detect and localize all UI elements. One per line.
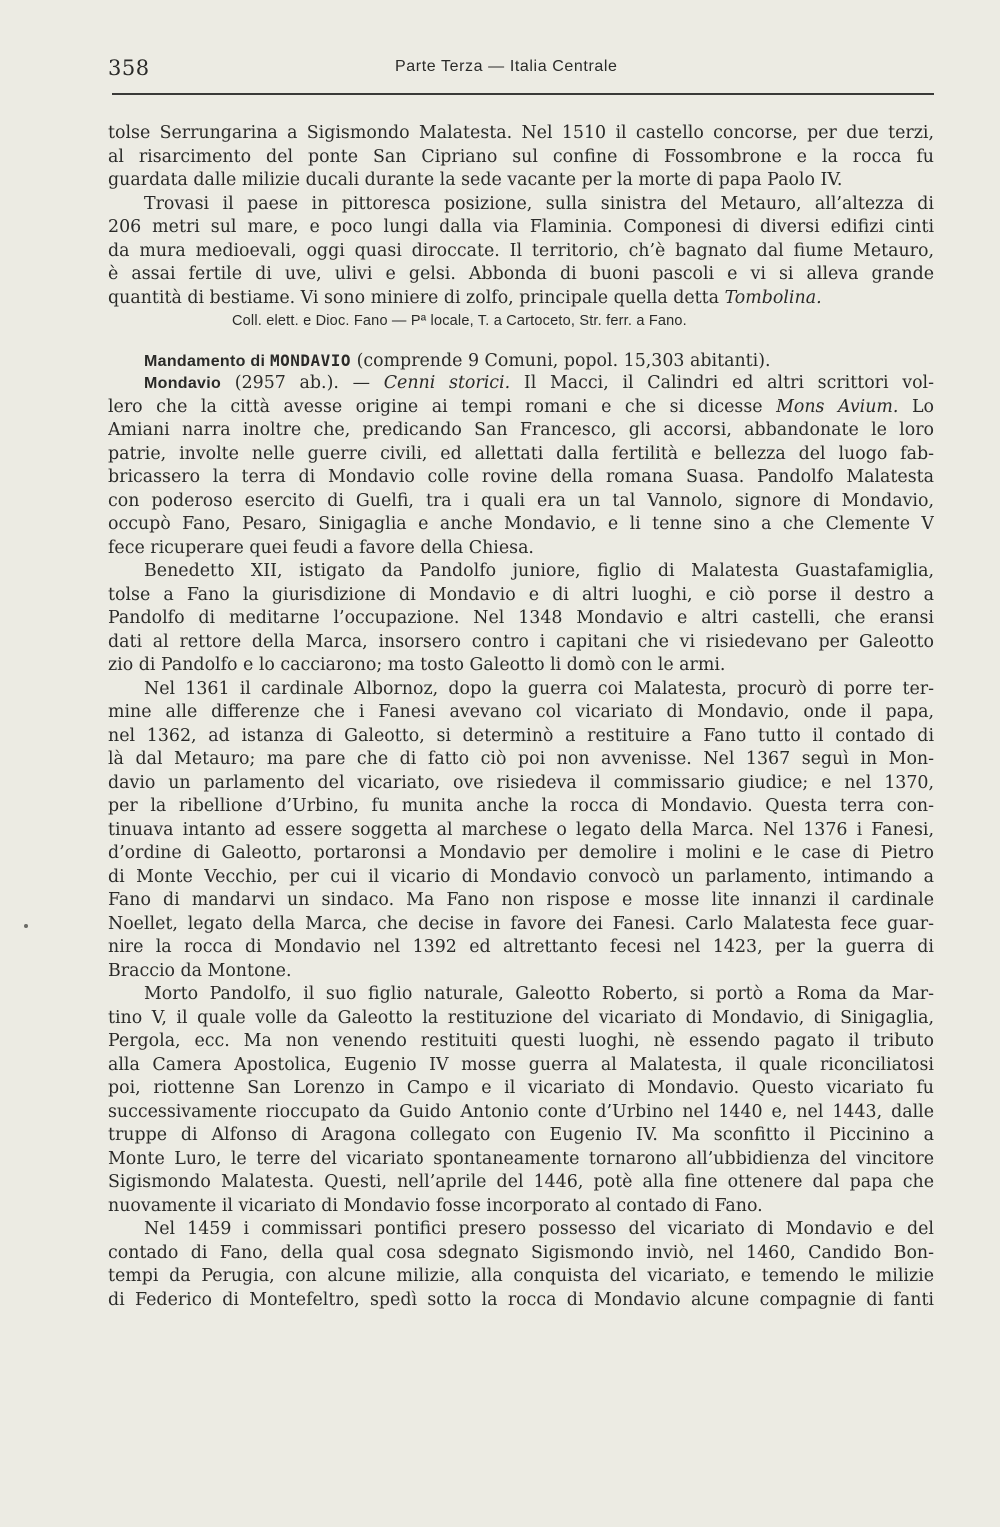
text-line: Morto Pandolfo, il suo figlio naturale, Galeotto Roberto, si portò a Roma da Mar- [144, 984, 934, 1004]
text-line: occupò Fano, Pesaro, Sinigaglia e anche Mondavio, e li tenne sino a che Clemente V [108, 514, 934, 534]
text-line: Braccio da Montone. [108, 960, 292, 981]
text-line: poi, riottenne San Lorenzo in Campo e il vicariato di Mondavio. Questo vicariato fu [108, 1078, 934, 1098]
paper-speck [24, 924, 28, 928]
text-line: Noellet, legato della Marca, che decise in favore dei Fanesi. Carlo Malatesta fece guar- [108, 913, 934, 934]
italic-term: Cenni storici. [383, 373, 511, 393]
text-line: Monte Luro, le terre del vicariato spontaneamente tornarono all’ubbidienza del vincitore [108, 1148, 934, 1169]
text-line: nel 1362, ad istanza di Galeotto, si determinò a restituire a Fano tutto il contado di [108, 725, 934, 746]
text-line: è assai fertile di uve, ulivi e gelsi. Abbonda di buoni pascoli e vi si alleva grande [108, 264, 934, 284]
text-line: successivamente rioccupato da Guido Antonio conte d’Urbino nel 1440 e, nel 1443, dalle [108, 1101, 934, 1122]
text-line: nuovamente il vicariato di Mondavio fosse incorporato al contado di Fano. [108, 1195, 763, 1216]
text-line: Trovasi il paese in pittoresca posizione, sulla sinistra del Metauro, all’altezza di [144, 193, 934, 214]
text-line [108, 287, 934, 311]
text-line: tino V, il quale volle da Galeotto la restituzione del vicariato di Mondavio, di Sinigaglia, [108, 1007, 934, 1028]
administrative-note: Coll. elett. e Dioc. Fano — Pª locale, T. a Cartoceto, Str. ferr. a Fano. [232, 313, 687, 329]
text-line [108, 396, 934, 420]
mandamento-detail: (comprende 9 Comuni, popol. 15,303 abitanti). [351, 350, 771, 371]
text-segment: quantità di bestiame. Vi sono miniere di zolfo, principale quella detta [108, 287, 725, 308]
section-gap [108, 334, 934, 349]
text-line: tinuava intanto ad essere soggetta al marchese o legato della Marca. Nel 1376 i Fanesi, [108, 819, 934, 840]
text-line: di Monte Vecchio, per cui il vicario di Mondavio convocò un parlamento, intimando a [108, 866, 934, 887]
text-line: Pandolfo di meditarne l’occupazione. Nel 1348 Mondavio e altri castelli, che eransi [108, 608, 934, 628]
italic-term: Tombolina. [724, 287, 822, 308]
text-line: davio un parlamento del vicariato, ove risiedeva il commissario giudice; e nel 1370, [108, 772, 934, 793]
text-line: tolse Serrungarina a Sigismondo Malatesta. Nel 1510 il castello concorse, per due terzi, [108, 123, 934, 143]
text-line: alla Camera Apostolica, Eugenio IV mosse guerra al Malatesta, il quale riconciliatosi [108, 1054, 934, 1075]
text-line: Amiani narra inoltre che, predicando San Francesco, gli accorsi, abbandonate le loro [108, 420, 934, 440]
text-line: Nel 1459 i commissari pontifici presero possesso del vicariato di Mondavio e del [144, 1219, 934, 1239]
mandamento-label: Mandamento di [144, 352, 270, 370]
text-line: da mura medioevali, oggi quasi diroccate. Il territorio, ch’è bagnato dal fiume Metauro, [108, 240, 934, 261]
text-line: con poderoso esercito di Guelfi, tra i quali era un tal Vannolo, signore di Mondavio, [108, 490, 934, 511]
text-segment: lero che la città avesse origine ai tempi romani e che si dicesse [108, 396, 777, 417]
text-line: patrie, involte nelle guerre civili, ed allettati dalla fertilità e bellezza del luogo fab- [108, 443, 934, 464]
text-line: là dal Metauro; ma pare che di fatto ciò poi non avvenisse. Nel 1367 seguì in Mon- [108, 749, 934, 769]
text-line: per la ribellione d’Urbino, fu munita anche la rocca di Mondavio. Questa terra con- [108, 796, 934, 816]
text-line: zio di Pandolfo e lo cacciarono; ma tosto Galeotto li domò con le armi. [108, 655, 726, 675]
text-line: guardata dalle milizie ducali durante la sede vacante per la morte di papa Paolo IV. [108, 170, 843, 190]
text-segment: Lo [898, 396, 934, 417]
town-name: Mondavio [144, 375, 222, 392]
body-text [108, 122, 934, 1312]
text-line: contado di Fano, della qual cosa sdegnato Sigismondo inviò, nel 1460, Candido Bon- [108, 1242, 934, 1263]
text-line: 206 metri sul mare, e poco lungi dalla via Flaminia. Componesi di diversi edifizi cinti [108, 217, 934, 237]
text-line: Pergola, ecc. Ma non venendo restituiti questi luoghi, nè essendo pagato il tributo [108, 1031, 934, 1051]
text-line: tempi da Perugia, con alcune milizie, alla conquista del vicariato, e temendo le milizie [108, 1266, 934, 1286]
page-header [108, 56, 934, 86]
text-line [108, 372, 934, 396]
text-line: truppe di Alfonso di Aragona collegato con Eugenio IV. Ma sconfitto il Piccinino a [108, 1125, 934, 1145]
page-number: 358 [108, 56, 150, 80]
italic-term: Mons Avium. [776, 396, 899, 417]
header-rule [112, 93, 934, 95]
text-segment: (2957 ab.). — [221, 373, 384, 393]
text-line: Fano di mandarvi un sindaco. Ma Fano non rispose e mosse lite innanzi il cardinale [108, 890, 934, 910]
text-line: dati al rettore della Marca, insorsero contro i capitani che vi risiedevano per Galeotto [108, 631, 934, 652]
running-head: Parte Terza — Italia Centrale [395, 58, 618, 75]
text-line: nire la rocca di Mondavio nel 1392 ed altrettanto fecesi nel 1423, per la guerra di [108, 937, 934, 957]
text-line: Nel 1361 il cardinale Albornoz, dopo la guerra coi Malatesta, procurò di porre ter- [144, 678, 934, 699]
text-line: al risarcimento del ponte San Cipriano sul confine di Fossombrone e la rocca fu [108, 146, 934, 167]
mandamento-name: MONDAVIO [269, 350, 352, 370]
text-line: d’ordine di Galeotto, portaronsi a Mondavio per demolire i molini e le case di Pietro [108, 843, 934, 863]
text-line: di Federico di Montefeltro, spedì sotto la rocca di Mondavio alcune compagnie di fanti [108, 1289, 934, 1310]
text-line: Benedetto XII, istigato da Pandolfo juniore, figlio di Malatesta Guastafamiglia, [144, 561, 934, 581]
history-paragraphs [108, 560, 934, 1312]
text-line: tolse a Fano la giurisdizione di Mondavio e di altri luoghi, e ciò porse il destro a [108, 584, 934, 605]
text-line: bricassero la terra di Mondavio colle rovine della romana Suasa. Pandolfo Malatesta [108, 467, 934, 487]
text-line: mine alle differenze che i Fanesi avevano col vicariato di Mondavio, onde il papa, [108, 702, 934, 722]
text-segment: Il Macci, il Calindri ed altri scrittori vol- [510, 373, 934, 393]
text-line: fece ricuperare quei feudi a favore della Chiesa. [108, 537, 534, 558]
text-line: Sigismondo Malatesta. Questi, nell’aprile del 1446, potè alla fine ottenere dal papa che [108, 1172, 934, 1192]
mandamento-heading [108, 349, 934, 373]
